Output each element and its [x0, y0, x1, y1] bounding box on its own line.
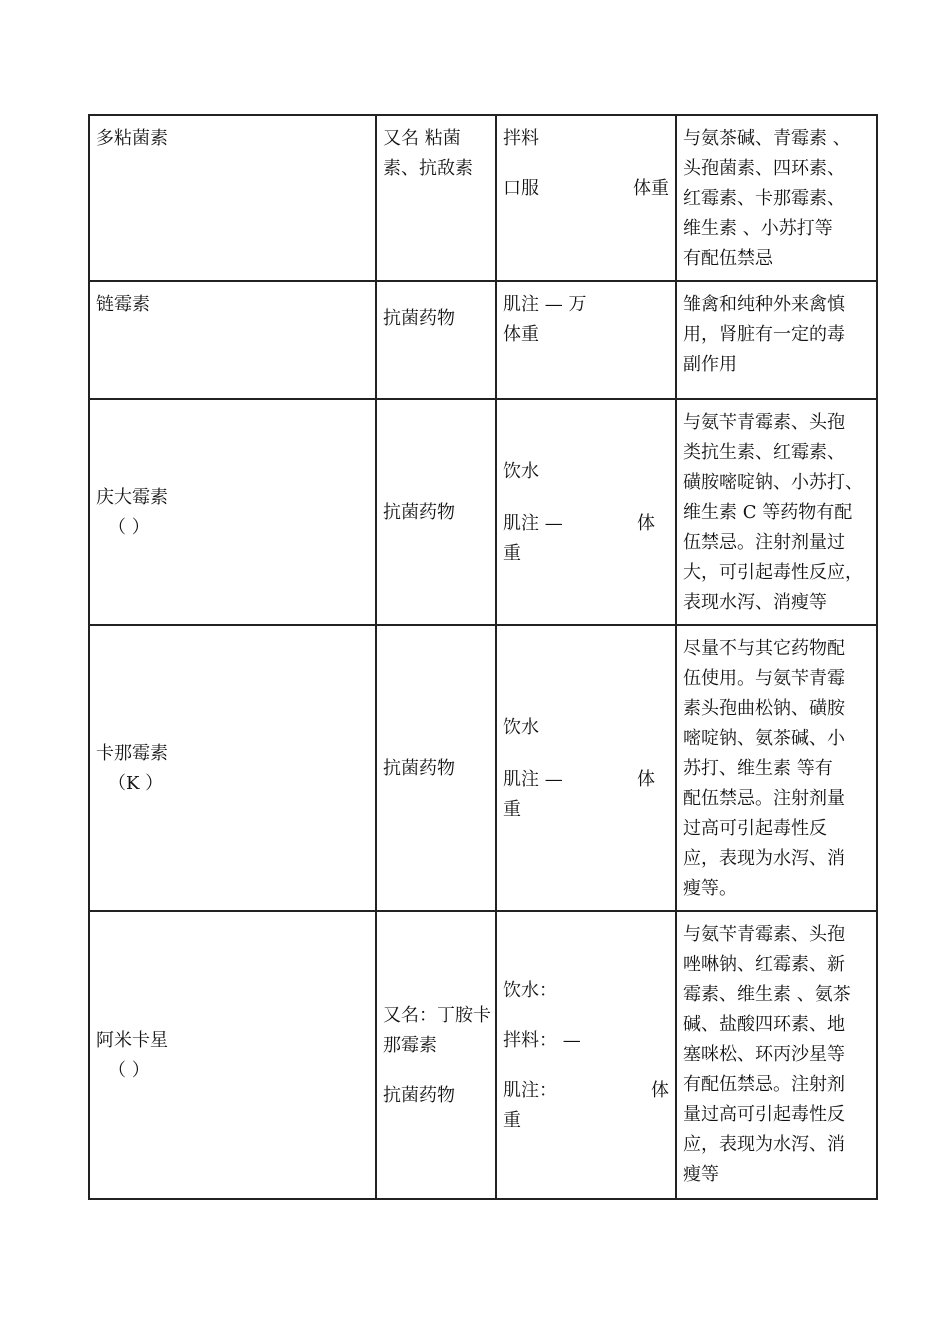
table-row — [89, 625, 877, 911]
note-cell — [676, 399, 877, 625]
drug-name: 卡那霉素 — [96, 743, 168, 764]
dose-left: 肌注 — — [503, 513, 563, 534]
note-line: 头孢菌素、四环素、 — [683, 158, 845, 179]
dosage-cell — [496, 281, 676, 399]
note-line: 大，可引起毒性反应， — [683, 562, 863, 583]
note-line: 瘦等。 — [683, 878, 737, 899]
note-line: 碱、盐酸四环素、地 — [683, 1014, 845, 1035]
dose-left: 肌注： — [503, 1080, 557, 1101]
dose-right: 体 — [637, 513, 655, 534]
type-line: 抗菌药物 — [383, 502, 455, 523]
dose-left: 肌注 — — [503, 769, 563, 790]
table-row — [89, 911, 877, 1199]
note-line: 苏打、维生素 等有 — [683, 758, 833, 779]
dose-line: 拌料 — [503, 128, 539, 149]
note-line: 表现水泻、消瘦等 — [683, 592, 827, 613]
dose-line: 拌料： — — [503, 1030, 581, 1051]
dose-line: 体重 — [503, 324, 539, 345]
note-line: 有配伍禁忌。注射剂 — [683, 1074, 845, 1095]
dosage-cell — [496, 911, 676, 1199]
note-line: 伍使用。与氨苄青霉 — [683, 668, 845, 689]
type-line: 又名 粘菌 — [383, 128, 461, 149]
note-line: 尽量不与其它药物配 — [683, 638, 845, 659]
type-line: 又名：丁胺卡 — [383, 1005, 491, 1026]
note-line: 与氨苄青霉素、头孢 — [683, 924, 845, 945]
note-line: 副作用 — [683, 354, 737, 375]
note-line: 瘦等 — [683, 1164, 719, 1185]
dose-line: 饮水 — [503, 717, 539, 738]
dose-line — [503, 765, 669, 795]
drug-type-cell — [376, 281, 496, 399]
dose-line: 饮水： — [503, 980, 557, 1001]
note-cell — [676, 625, 877, 911]
drug-type-cell — [376, 911, 496, 1199]
drug-name-sub: （ ） — [108, 1060, 150, 1081]
note-line: 用，肾脏有一定的毒 — [683, 324, 845, 345]
note-line: 配伍禁忌。注射剂量 — [683, 788, 845, 809]
table-row — [89, 115, 877, 281]
type-line: 抗菌药物 — [383, 758, 455, 779]
type-line: 素、抗敌素 — [383, 158, 473, 179]
dosage-cell — [496, 399, 676, 625]
dose-right: 体 — [651, 1080, 669, 1101]
note-line: 过高可引起毒性反 — [683, 818, 827, 839]
note-line: 磺胺嘧啶钠、小苏打、 — [683, 472, 863, 493]
drug-name: 庆大霉素 — [96, 487, 168, 508]
dose-line — [503, 509, 669, 539]
note-line: 素头孢曲松钠、磺胺 — [683, 698, 845, 719]
drug-name-sub: （K ） — [108, 773, 164, 794]
drug-name: 阿米卡星 — [96, 1030, 168, 1051]
dose-line: 重 — [503, 799, 521, 820]
note-line: 嘧啶钠、氨茶碱、小 — [683, 728, 845, 749]
dose-right: 体 — [637, 769, 655, 790]
note-line: 唑啉钠、红霉素、新 — [683, 954, 845, 975]
drug-name-cell — [89, 399, 376, 625]
note-line: 与氨苄青霉素、头孢 — [683, 412, 845, 433]
note-line: 维生素 、小苏打等 — [683, 218, 833, 239]
dose-right: 体重 — [633, 178, 669, 199]
drug-name: 多粘菌素 — [96, 128, 168, 149]
note-cell — [676, 281, 877, 399]
drug-table — [88, 114, 878, 1200]
table-row — [89, 281, 877, 399]
dose-line: 重 — [503, 1110, 521, 1131]
drug-name-cell — [89, 281, 376, 399]
note-line: 有配伍禁忌 — [683, 248, 773, 269]
dose-line — [503, 1076, 669, 1106]
drug-name: 链霉素 — [96, 294, 150, 315]
type-line: 抗菌药物 — [383, 308, 455, 329]
type-line: 那霉素 — [383, 1035, 437, 1056]
note-line: 应，表现为水泻、消 — [683, 848, 845, 869]
dose-line — [503, 174, 669, 204]
note-cell — [676, 911, 877, 1199]
type-line: 抗菌药物 — [383, 1085, 455, 1106]
note-cell — [676, 115, 877, 281]
dosage-cell — [496, 625, 676, 911]
drug-name-cell — [89, 115, 376, 281]
drug-name-cell — [89, 911, 376, 1199]
note-line: 类抗生素、红霉素、 — [683, 442, 845, 463]
note-line: 维生素 C 等药物有配 — [683, 502, 853, 523]
drug-name-cell — [89, 625, 376, 911]
drug-type-cell — [376, 115, 496, 281]
drug-name-sub: （ ） — [108, 517, 150, 538]
drug-type-cell — [376, 399, 496, 625]
dosage-cell — [496, 115, 676, 281]
table-row — [89, 399, 877, 625]
dose-line: 重 — [503, 543, 521, 564]
note-line: 霉素、维生素 、氨茶 — [683, 984, 851, 1005]
note-line: 伍禁忌。注射剂量过 — [683, 532, 845, 553]
dose-line: 饮水 — [503, 461, 539, 482]
note-line: 塞咪松、环丙沙星等 — [683, 1044, 845, 1065]
drug-type-cell — [376, 625, 496, 911]
note-line: 红霉素、卡那霉素、 — [683, 188, 845, 209]
note-line: 雏禽和纯种外来禽慎 — [683, 294, 845, 315]
note-line: 与氨茶碱、青霉素 、 — [683, 128, 851, 149]
dose-line: 肌注 — 万 — [503, 294, 587, 315]
note-line: 量过高可引起毒性反 — [683, 1104, 845, 1125]
note-line: 应，表现为水泻、消 — [683, 1134, 845, 1155]
dose-left: 口服 — [503, 178, 539, 199]
